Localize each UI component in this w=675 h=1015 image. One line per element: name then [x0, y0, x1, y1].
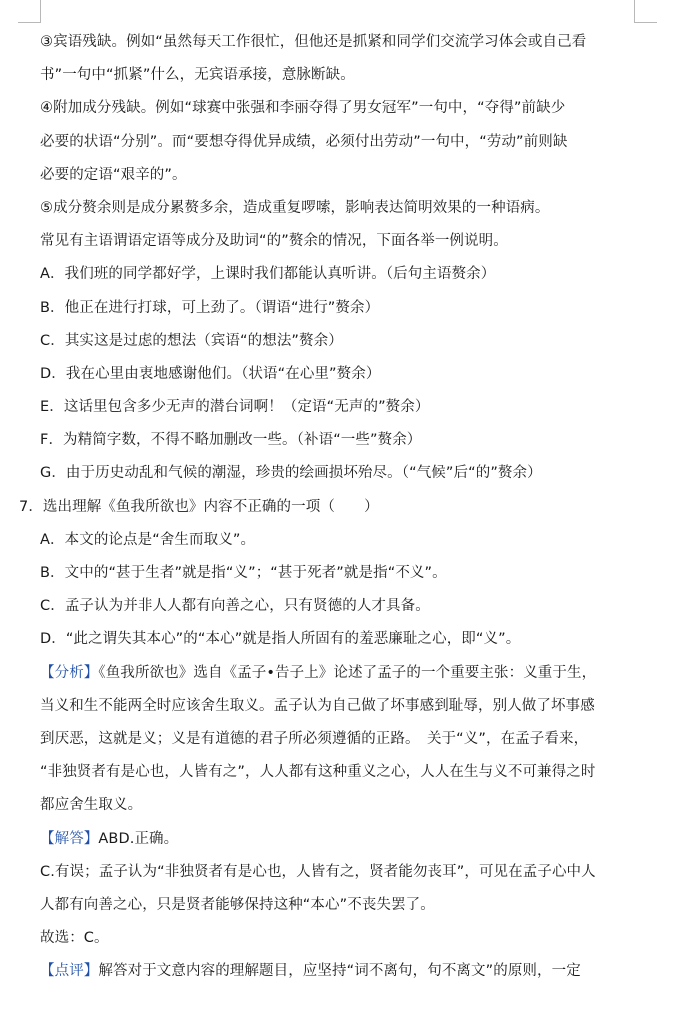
text-line: ⑤成分赘余则是成分累赘多余，造成重复啰嗦，影响表达简明效果的一种语病。	[40, 199, 550, 216]
example-item-e: E．这话里包含多少无声的潜台词啊！（定语“无声的”赘余）	[40, 399, 430, 416]
example-item-b: B．他正在进行打球，可上劲了。（谓语“进行”赘余）	[40, 299, 380, 316]
answer-tag: 【解答】	[40, 830, 99, 847]
analysis-line: 都应舍生取义。	[40, 797, 143, 814]
analysis-text: 《鱼我所欲也》选自《孟子•告子上》论述了孟子的一个重要主张：义重于生，	[98, 664, 597, 681]
answer-choice: 故选：C。	[40, 930, 109, 947]
page-corner-mark-right	[634, 0, 657, 23]
option-b: B．文中的“甚于生者”就是指“义”；“甚于死者”就是指“不义”。	[40, 565, 447, 581]
answer-first-line	[0, 823, 675, 856]
text-line: 必要的状语“分别”。而“要想夺得优异成绩，必须付出劳动”一句中，“劳动”前则缺	[40, 133, 568, 150]
text-line: 必要的定语“艰辛的”。	[40, 166, 187, 183]
option-a: A．本文的论点是“舍生而取义”。	[40, 531, 256, 548]
example-item-g: G．由于历史动乱和气候的潮湿，珍贵的绘画损坏殆尽。（“气候”后“的”赘余）	[40, 465, 542, 482]
text-line: 常见有主语谓语定语等成分及助词“的”赘余的情况，下面各举一例说明。	[40, 233, 508, 250]
option-c: C．孟子认为并非人人都有向善之心，只有贤德的人才具备。	[40, 598, 430, 615]
analysis-line: 到厌恶，这就是义；义是有道德的君子所必须遵循的正路。 关于“义”，在孟子看来，	[40, 730, 589, 747]
example-item-d: D．我在心里由衷地感谢他们。（状语“在心里”赘余）	[40, 365, 381, 382]
comment-first-line	[0, 955, 675, 988]
option-d: D．“此之谓失其本心”的“本心”就是指人所固有的羞恶廉耻之心，即“义”。	[40, 631, 521, 648]
text-line: 书”一句中“抓紧”什么，无宾语承接，意脉断缺。	[40, 67, 355, 84]
example-item-c: C．其实这是过虑的想法（宾语“的想法”赘余）	[40, 332, 343, 349]
text-line: ④附加成分残缺。例如“球赛中张强和李丽夺得了男女冠军”一句中，“夺得”前缺少	[40, 100, 566, 117]
answer-text: ABD.正确。	[98, 830, 179, 847]
example-item-a: A．我们班的同学都好学，上课时我们都能认真听讲。（后句主语赘余）	[40, 266, 496, 283]
comment-tag: 【点评】	[40, 963, 99, 980]
analysis-first-line	[0, 657, 675, 690]
document-page	[0, 26, 675, 988]
page-corner-mark-left	[18, 0, 41, 23]
question-stem: 7．选出理解《鱼我所欲也》内容不正确的一项（ ）	[19, 498, 379, 515]
analysis-line: “非独贤者有是心也，人皆有之”，人人都有这种重义之心，人人在生与义不可兼得之时	[40, 764, 596, 781]
analysis-line: 当义和生不能两全时应该舍生取义。孟子认为自己做了坏事感到耻辱，别人做了坏事感	[40, 697, 595, 714]
analysis-tag: 【分析】	[40, 664, 99, 681]
answer-line: C.有误；孟子认为“非独贤者有是心也，人皆有之，贤者能勿丧耳”，可见在孟子心中人	[40, 863, 596, 880]
text-line: ③宾语残缺。例如“虽然每天工作很忙，但他还是抓紧和同学们交流学习体会或自己看	[40, 34, 587, 50]
example-item-f: F．为精简字数，不得不略加删改一些。（补语“一些”赘余）	[40, 432, 422, 449]
comment-text: 解答对于文意内容的理解题目，应坚持“词不离句，句不离文”的原则，一定	[98, 963, 581, 980]
answer-line: 人都有向善之心，只是贤者能够保持这种“本心”不丧失罢了。	[40, 896, 435, 913]
